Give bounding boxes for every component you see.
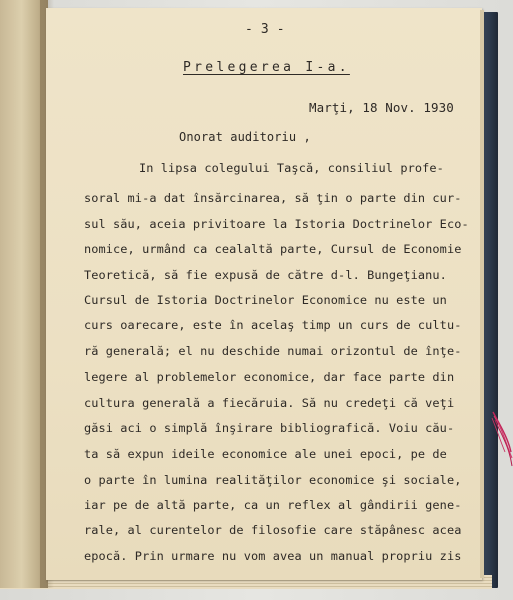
body-line: soral mi-a dat însărcinarea, să ţin o parte din cur- <box>84 191 462 205</box>
page-right-edge <box>480 10 484 578</box>
salutation: Onorat auditoriu , <box>179 130 311 144</box>
body-line: cultura generală a fiecăruia. Să nu credeţi că veţi <box>84 396 455 410</box>
body-line: rale, al curentelor de filosofie care stăpânesc acea <box>84 523 462 537</box>
body-line: nomice, urmând ca cealaltă parte, Cursul de Economie <box>84 242 462 256</box>
lecture-title: Prelegerea I-a. <box>183 60 350 75</box>
body-line: curs oarecare, este în acelaş timp un curs de cultu- <box>84 318 462 332</box>
body-line: Cursul de Istoria Doctrinelor Economice nu este un <box>84 293 447 307</box>
page-number: - 3 - <box>245 22 285 37</box>
body-line: sul său, aceia privitoare la Istoria Doctrinelor Eco- <box>84 217 469 231</box>
body-line: In lipsa colegului Taşcă, consiliul profe- <box>139 161 444 175</box>
body-line: iar pe de altă parte, ca un reflex al gândirii gene- <box>84 498 462 512</box>
body-line: ta să expun ideile economice ale unei epoci, pe de <box>84 447 447 461</box>
body-line: găsi aci o simplă înşirare bibliografică. Voiu cău- <box>84 421 455 435</box>
lecture-date: Marţi, 18 Nov. 1930 <box>309 100 454 115</box>
body-line: o parte în lumina realităţilor economice şi sociale, <box>84 473 462 487</box>
body-line: Teoretică, să fie expusă de către d-l. Bungeţianu. <box>84 268 447 282</box>
body-line: epocă. Prin urmare nu vom avea un manual propriu zis <box>84 549 462 563</box>
body-line: legere al problemelor economice, dar face parte din <box>84 370 455 384</box>
body-line: ră generală; el nu deschide numai orizontul de înţe- <box>84 344 462 358</box>
